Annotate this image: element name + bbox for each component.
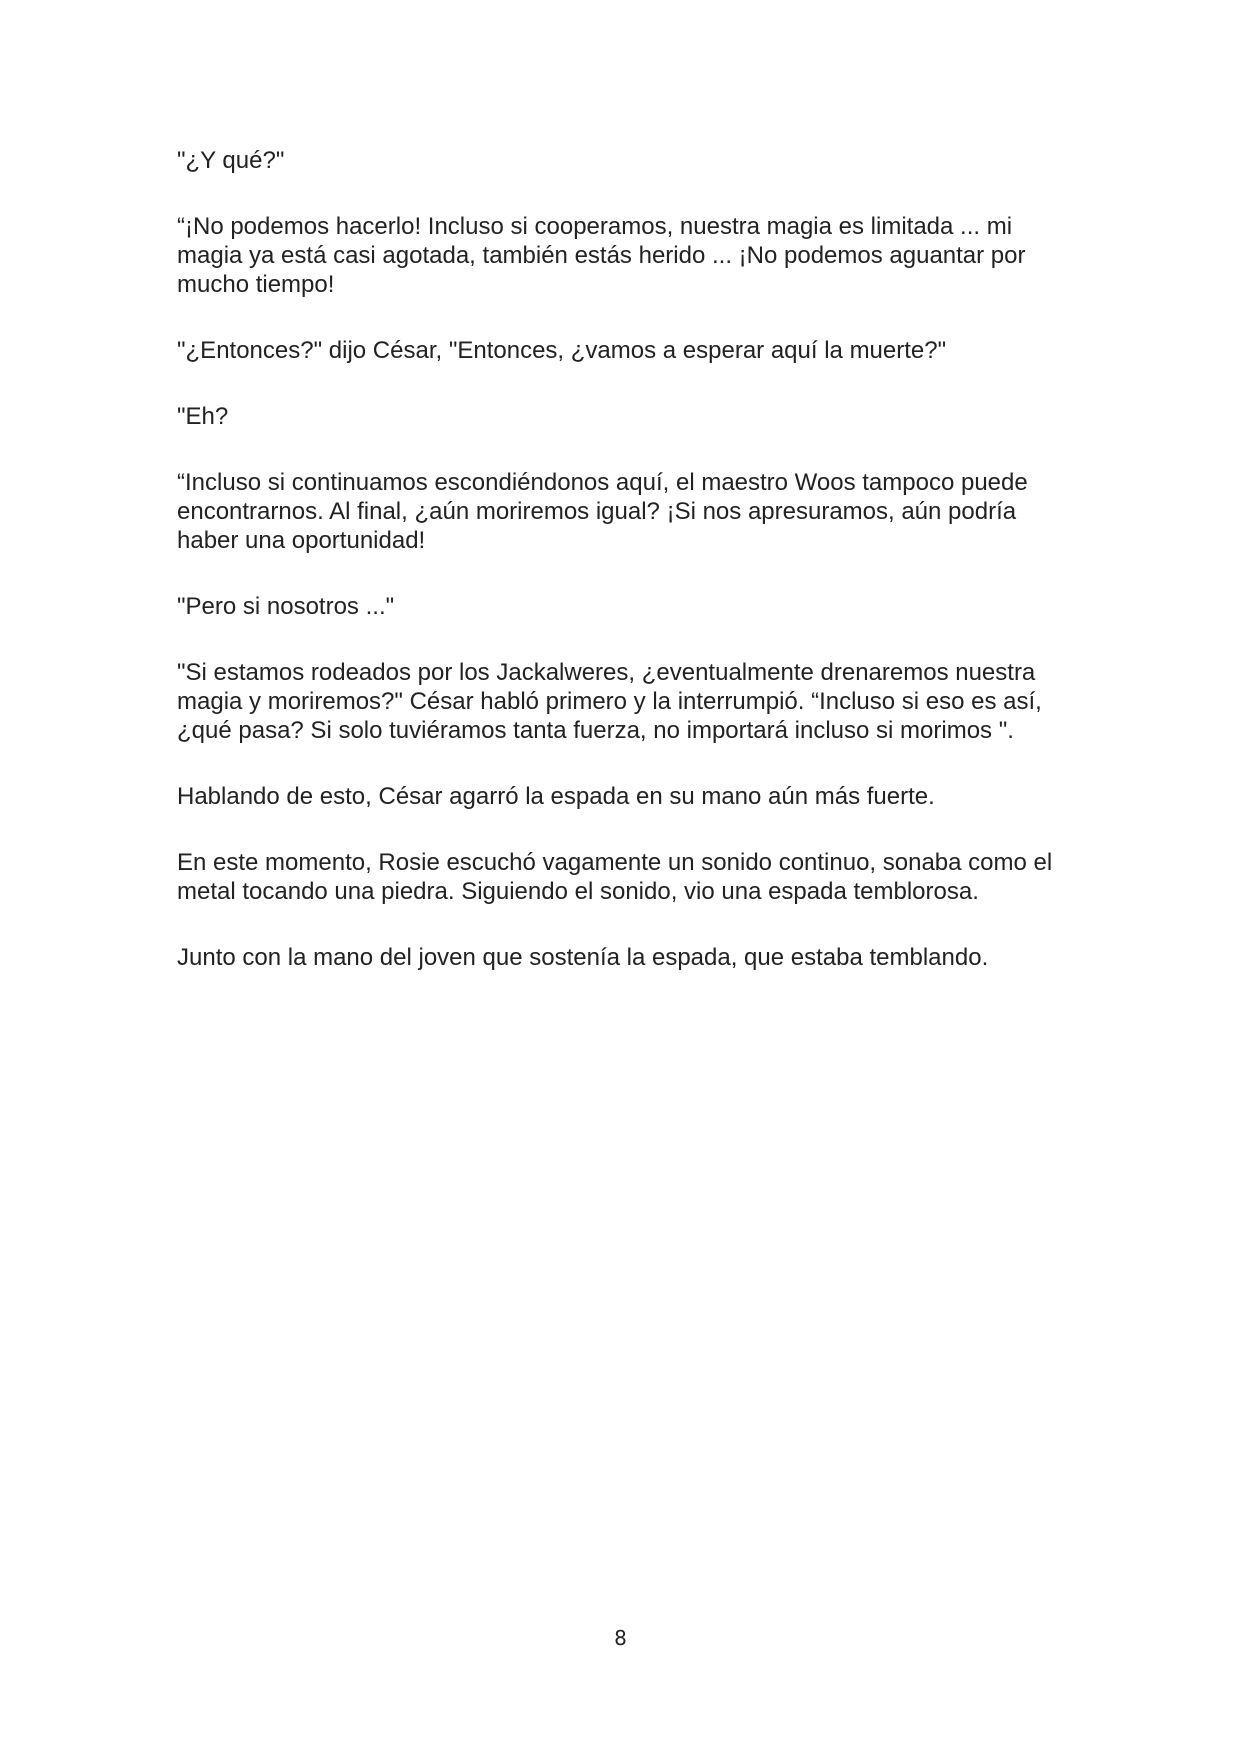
paragraph: "Si estamos rodeados por los Jackalweres, ¿eventualmente drenaremos nuestra magia y moriremos?" César habló primero y la interrumpió. “Incluso si eso es así, ¿qué pasa? Si solo tuviéramos tanta fuerza, no importará incluso si morimos ". <box>177 659 1049 744</box>
paragraph: "¿Entonces?" dijo César, "Entonces, ¿vamos a esperar aquí la muerte?" <box>177 337 947 364</box>
paragraph: En este momento, Rosie escuchó vagamente un sonido continuo, sonaba como el metal tocando una piedra. Siguiendo el sonido, vio una espada temblorosa. <box>177 849 1059 905</box>
paragraph: "Pero si nosotros ..." <box>177 593 395 620</box>
page-body <box>177 146 1077 1009</box>
paragraph: “¡No podemos hacerlo! Incluso si cooperamos, nuestra magia es limitada ... mi magia ya está casi agotada, también estás herido ... ¡No podemos aguantar por mucho tiempo! <box>177 213 1033 298</box>
paragraph: “Incluso si continuamos escondiéndonos aquí, el maestro Woos tampoco puede encontrarnos. Al final, ¿aún moriremos igual? ¡Si nos apresuramos, aún podría haber una oportunidad! <box>177 469 1035 554</box>
paragraph: "¿Y qué?" <box>177 147 285 174</box>
paragraph: "Eh? <box>177 403 229 430</box>
page-number: 8 <box>614 1626 627 1650</box>
paragraph: Junto con la mano del joven que sostenía la espada, que estaba temblando. <box>177 944 989 971</box>
paragraph: Hablando de esto, César agarró la espada en su mano aún más fuerte. <box>177 783 935 810</box>
